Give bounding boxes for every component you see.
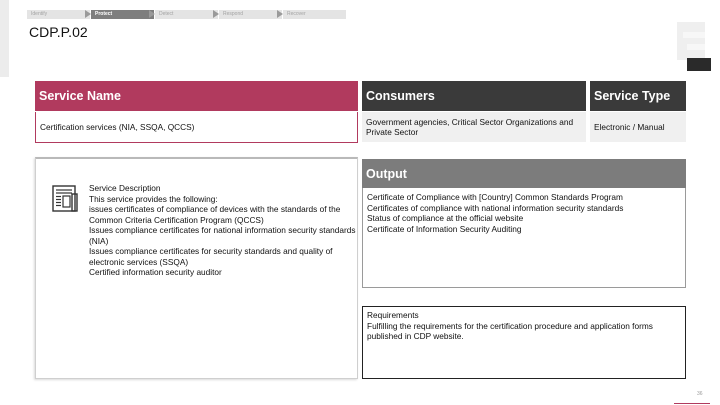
- output-list: [362, 188, 686, 288]
- output-item: Certificates of compliance with national information security standards: [367, 202, 624, 213]
- document-icon: [52, 185, 78, 213]
- page-number: 36: [697, 391, 703, 397]
- consumers-header: Consumers: [362, 81, 586, 111]
- step-protect[interactable]: [91, 10, 154, 19]
- step-identify[interactable]: [27, 10, 90, 19]
- left-accent-strip: [0, 0, 9, 77]
- consumers-text: Government agencies, Critical Sector Organizations and Private Sector: [366, 116, 574, 137]
- requirements-box: [362, 306, 686, 379]
- output-item: Certificate of Compliance with [Country] Common Standards Program: [367, 192, 623, 202]
- step-label: Recover: [287, 11, 306, 17]
- service-name-value: [35, 112, 358, 143]
- description-line: issues certificates of compliance of devices with the standards of the Common Criteria Certification Program (QCCS): [89, 204, 341, 225]
- step-label: Identify: [31, 11, 48, 17]
- service-type-value: [590, 112, 686, 142]
- service-code: CDP.P.02: [29, 24, 88, 40]
- service-description-box: [35, 157, 358, 379]
- step-label: Detect: [159, 11, 174, 17]
- output-header: Output: [362, 159, 686, 188]
- step-respond[interactable]: [219, 10, 282, 19]
- description-line: Certified information security auditor: [89, 267, 222, 277]
- step-label: Respond: [223, 11, 244, 17]
- service-name-header: Service Name: [35, 81, 358, 111]
- page-accent-line: [674, 403, 710, 404]
- step-detect[interactable]: [155, 10, 218, 19]
- description-line: Issues compliance certificates for security standards and quality of electronic services (SSQA): [89, 246, 333, 267]
- output-item: Certificate of Information Security Auditing: [367, 223, 522, 234]
- consumers-value: [362, 112, 586, 142]
- service-name-text: Certification services (NIA, SSQA, QCCS): [40, 121, 195, 132]
- service-type-header: Service Type: [590, 81, 686, 111]
- framework-step-bar: [27, 10, 347, 19]
- description-line: Issues compliance certificates for national information security standards (NIA): [89, 225, 356, 246]
- step-recover[interactable]: [283, 10, 346, 19]
- requirements-text: Fulfilling the requirements for the certification procedure and application forms published in CDP website.: [367, 320, 653, 341]
- output-item: Status of compliance at the official website: [367, 213, 524, 223]
- service-description-text: [89, 183, 357, 278]
- description-title: Service Description: [89, 183, 161, 193]
- requirements-title: Requirements: [367, 310, 419, 320]
- step-label: Protect: [95, 11, 113, 17]
- description-line: This service provides the following:: [89, 193, 218, 204]
- logo: [677, 22, 711, 72]
- service-type-text: Electronic / Manual: [594, 121, 665, 132]
